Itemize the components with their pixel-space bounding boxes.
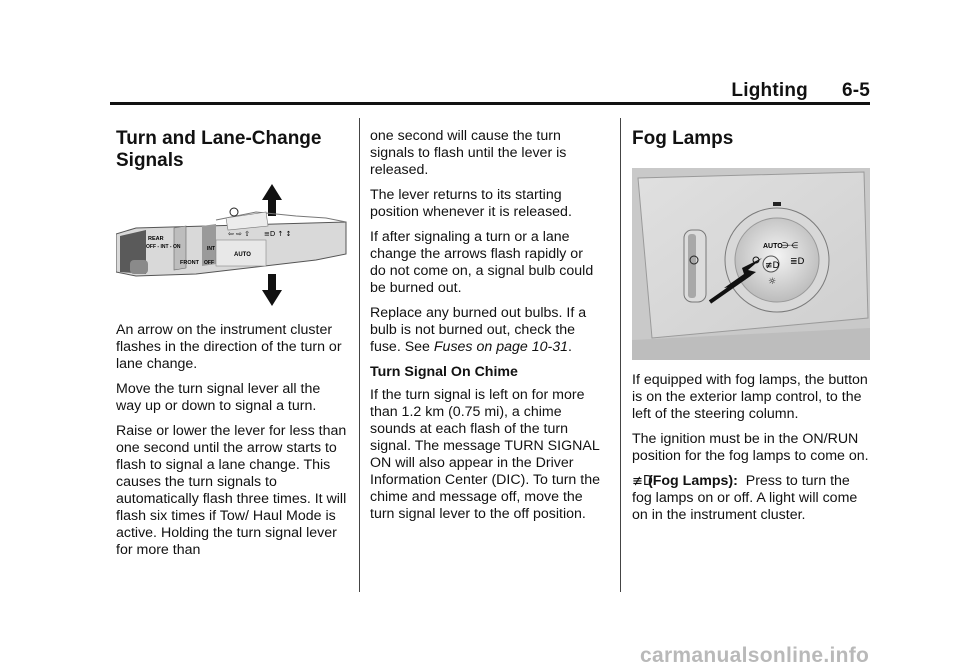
col1-para-2: Move the turn signal lever all the way up or down to signal a turn. — [116, 381, 321, 414]
parking-lamp-icon — [782, 241, 798, 250]
col2-para-replace: Replace any burned out bulbs. If a bulb is not burned out, check the fuse. See Fuses on page 10-31. — [370, 305, 587, 355]
col2-para-1: one second will cause the turn signals to flash until the lever is released. — [370, 128, 567, 178]
dome-lamp-icon — [768, 277, 776, 287]
arrow-up-icon — [262, 184, 282, 216]
svg-text:≣D: ≣D — [790, 257, 805, 267]
fog-lamp-button-icon — [763, 256, 780, 272]
svg-text:⇦ ⇨ ⇧: ⇦ ⇨ ⇧ — [228, 230, 251, 238]
col1-para-1: An arrow on the instrument cluster flashes in the direction of the turn or lane change. — [116, 322, 342, 372]
label-off-int-on: OFF - INT - ON — [146, 244, 181, 250]
wiper-icon — [230, 208, 238, 216]
arrow-down-icon — [262, 274, 282, 306]
svg-text:☼: ☼ — [768, 277, 777, 287]
column-1 — [116, 128, 348, 567]
col3-para-2: The ignition must be in the ON/RUN position for the fog lamps to come on. — [632, 431, 869, 464]
turn-signal-chime-heading: Turn Signal On Chime — [370, 364, 518, 380]
fuses-reference: Fuses on page 10-31 — [433, 339, 568, 355]
page-number: 6-5 — [841, 80, 870, 101]
turn-signal-lever-figure — [116, 182, 348, 310]
headlamp-icon — [790, 257, 805, 267]
column-3 — [632, 128, 872, 532]
turn-signals-heading: Turn and Lane-Change Signals — [116, 128, 322, 171]
col2-para-chime: If the turn signal is left on for more than 1.2 km (0.75 mi), a chime sounds at each flash of the turn signal. The message TURN SIGNAL ON will also appear in the Driver Information Center (DIC). To turn the chime and message off, move the turn signal lever to the off position. — [370, 387, 600, 522]
thumbwheel — [684, 230, 706, 302]
label-int: INT — [207, 246, 216, 252]
svg-text:≡D ↑ ↕: ≡D ↑ ↕ — [264, 230, 292, 238]
label-auto: AUTO — [234, 252, 251, 258]
label-off: OFF — [204, 260, 214, 266]
fog-lamp-control-figure — [632, 168, 870, 360]
col3-para-fog: ≢D(Fog Lamps): Press to turn the fog lamps on or off. A light will come on in the instrument cluster. — [632, 473, 858, 523]
section-title: Lighting — [731, 80, 808, 101]
column-divider-left — [359, 118, 360, 592]
column-2 — [370, 128, 602, 531]
knob-label-auto: AUTO — [763, 243, 783, 250]
fog-lamps-label: (Fog Lamps): — [648, 473, 738, 489]
col2-para-2: The lever returns to its starting position whenever it is released. — [370, 187, 572, 220]
header-rule — [110, 102, 870, 105]
col3-para-1: If equipped with fog lamps, the button is on the exterior lamp control, to the left of the steering column. — [632, 372, 868, 422]
col2-para-3: If after signaling a turn or a lane change the arrows flash rapidly or do not come on, a signal bulb could be burned out. — [370, 229, 594, 296]
watermark-text: carmanualsonline.info — [640, 644, 870, 667]
col1-para-3: Raise or lower the lever for less than one second until the arrow starts to flash to signal a lane change. This causes the turn signals to automatically flash three times. It will flash six times if Tow/ Haul Mode is active. Holding the turn signal lever for more than — [116, 423, 347, 558]
label-front: FRONT — [180, 260, 199, 266]
fog-lamps-heading: Fog Lamps — [632, 128, 734, 149]
label-rear: REAR — [148, 236, 164, 242]
svg-text:⋺⋲: ⋺⋲ — [782, 241, 798, 250]
column-divider-right — [620, 118, 621, 592]
svg-text:≢D: ≢D — [765, 261, 780, 271]
fog-lamp-icon: ≢D — [632, 474, 653, 489]
header-text — [731, 80, 870, 102]
